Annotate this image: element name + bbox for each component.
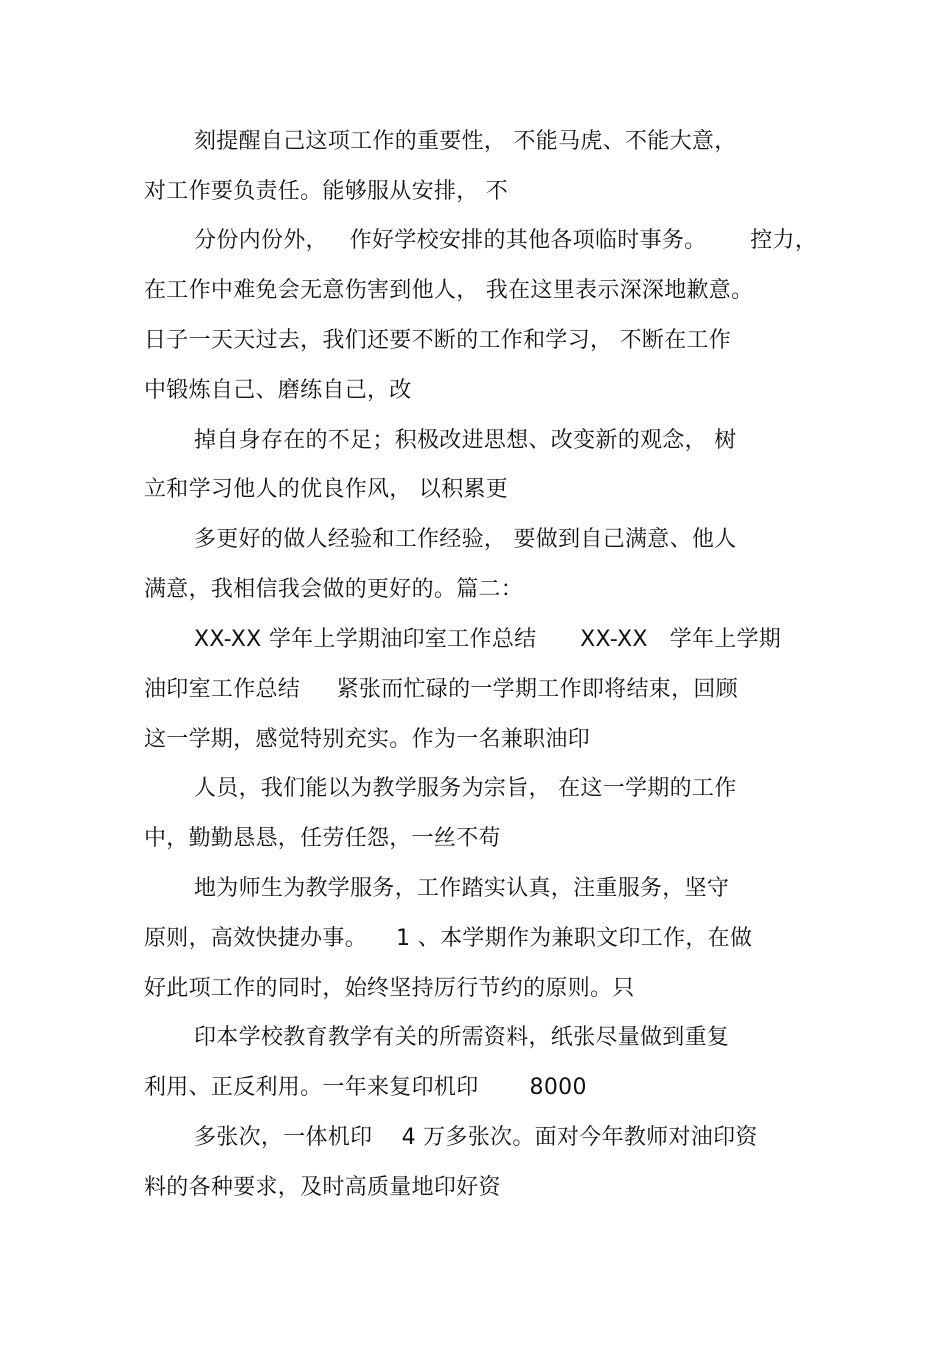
text-line: 油印室工作总结 紧张而忙碌的一学期工作即将结束，回顾 [144, 677, 738, 702]
text-line: 分份内份外， 作好学校安排的其他各项临时事务。 控力， [194, 228, 818, 253]
text-line: 中，勤勤恳恳，任劳任怨，一丝不苟 [144, 826, 501, 851]
text-line: 对工作要负责任。能够服从安排， 不 [144, 179, 509, 204]
text-line: 满意，我相信我会做的更好的。篇二： [144, 577, 524, 602]
text-line: 日子一天天过去，我们还要不断的工作和学习， 不断在工作 [144, 328, 732, 353]
text-line: 在工作中难免会无意伤害到他人， 我在这里表示深深地歉意。 [144, 278, 754, 303]
text-line: 刻提醒自己这项工作的重要性， 不能马虎、不能大意， [194, 129, 737, 154]
text-line: 立和学习他人的优良作风， 以积累更 [144, 477, 509, 502]
text-line: 好此项工作的同时，始终坚持厉行节约的原则。只 [144, 976, 635, 1001]
text-line: 多张次，一体机印 4 万多张次。面对今年教师对油印资 [194, 1125, 758, 1150]
text-line: 这一学期，感觉特别充实。作为一名兼职油印 [144, 727, 591, 752]
text-line: 人员，我们能以为教学服务为宗旨， 在这一学期的工作 [194, 776, 737, 801]
text-line: 掉自身存在的不足；积极改进思想、改变新的观念， 树 [194, 428, 737, 453]
text-line: 地为师生为教学服务，工作踏实认真，注重服务，坚守 [194, 876, 730, 901]
text-line: 料的各种要求，及时高质量地印好资 [144, 1175, 501, 1200]
text-line: 印本学校教育教学有关的所需资料，纸张尽量做到重复 [194, 1025, 730, 1050]
text-line: 中锻炼自己、磨练自己，改 [144, 378, 412, 403]
text-line: 原则，高效快捷办事。 1 、本学期作为兼职文印工作，在做 [144, 926, 753, 951]
text-line: 利用、正反利用。一年来复印机印 8000 [144, 1075, 587, 1100]
text-line: 多更好的做人经验和工作经验， 要做到自己满意、他人 [194, 527, 737, 552]
text-line: XX-XX 学年上学期油印室工作总结 XX-XX 学年上学期 [194, 627, 782, 652]
